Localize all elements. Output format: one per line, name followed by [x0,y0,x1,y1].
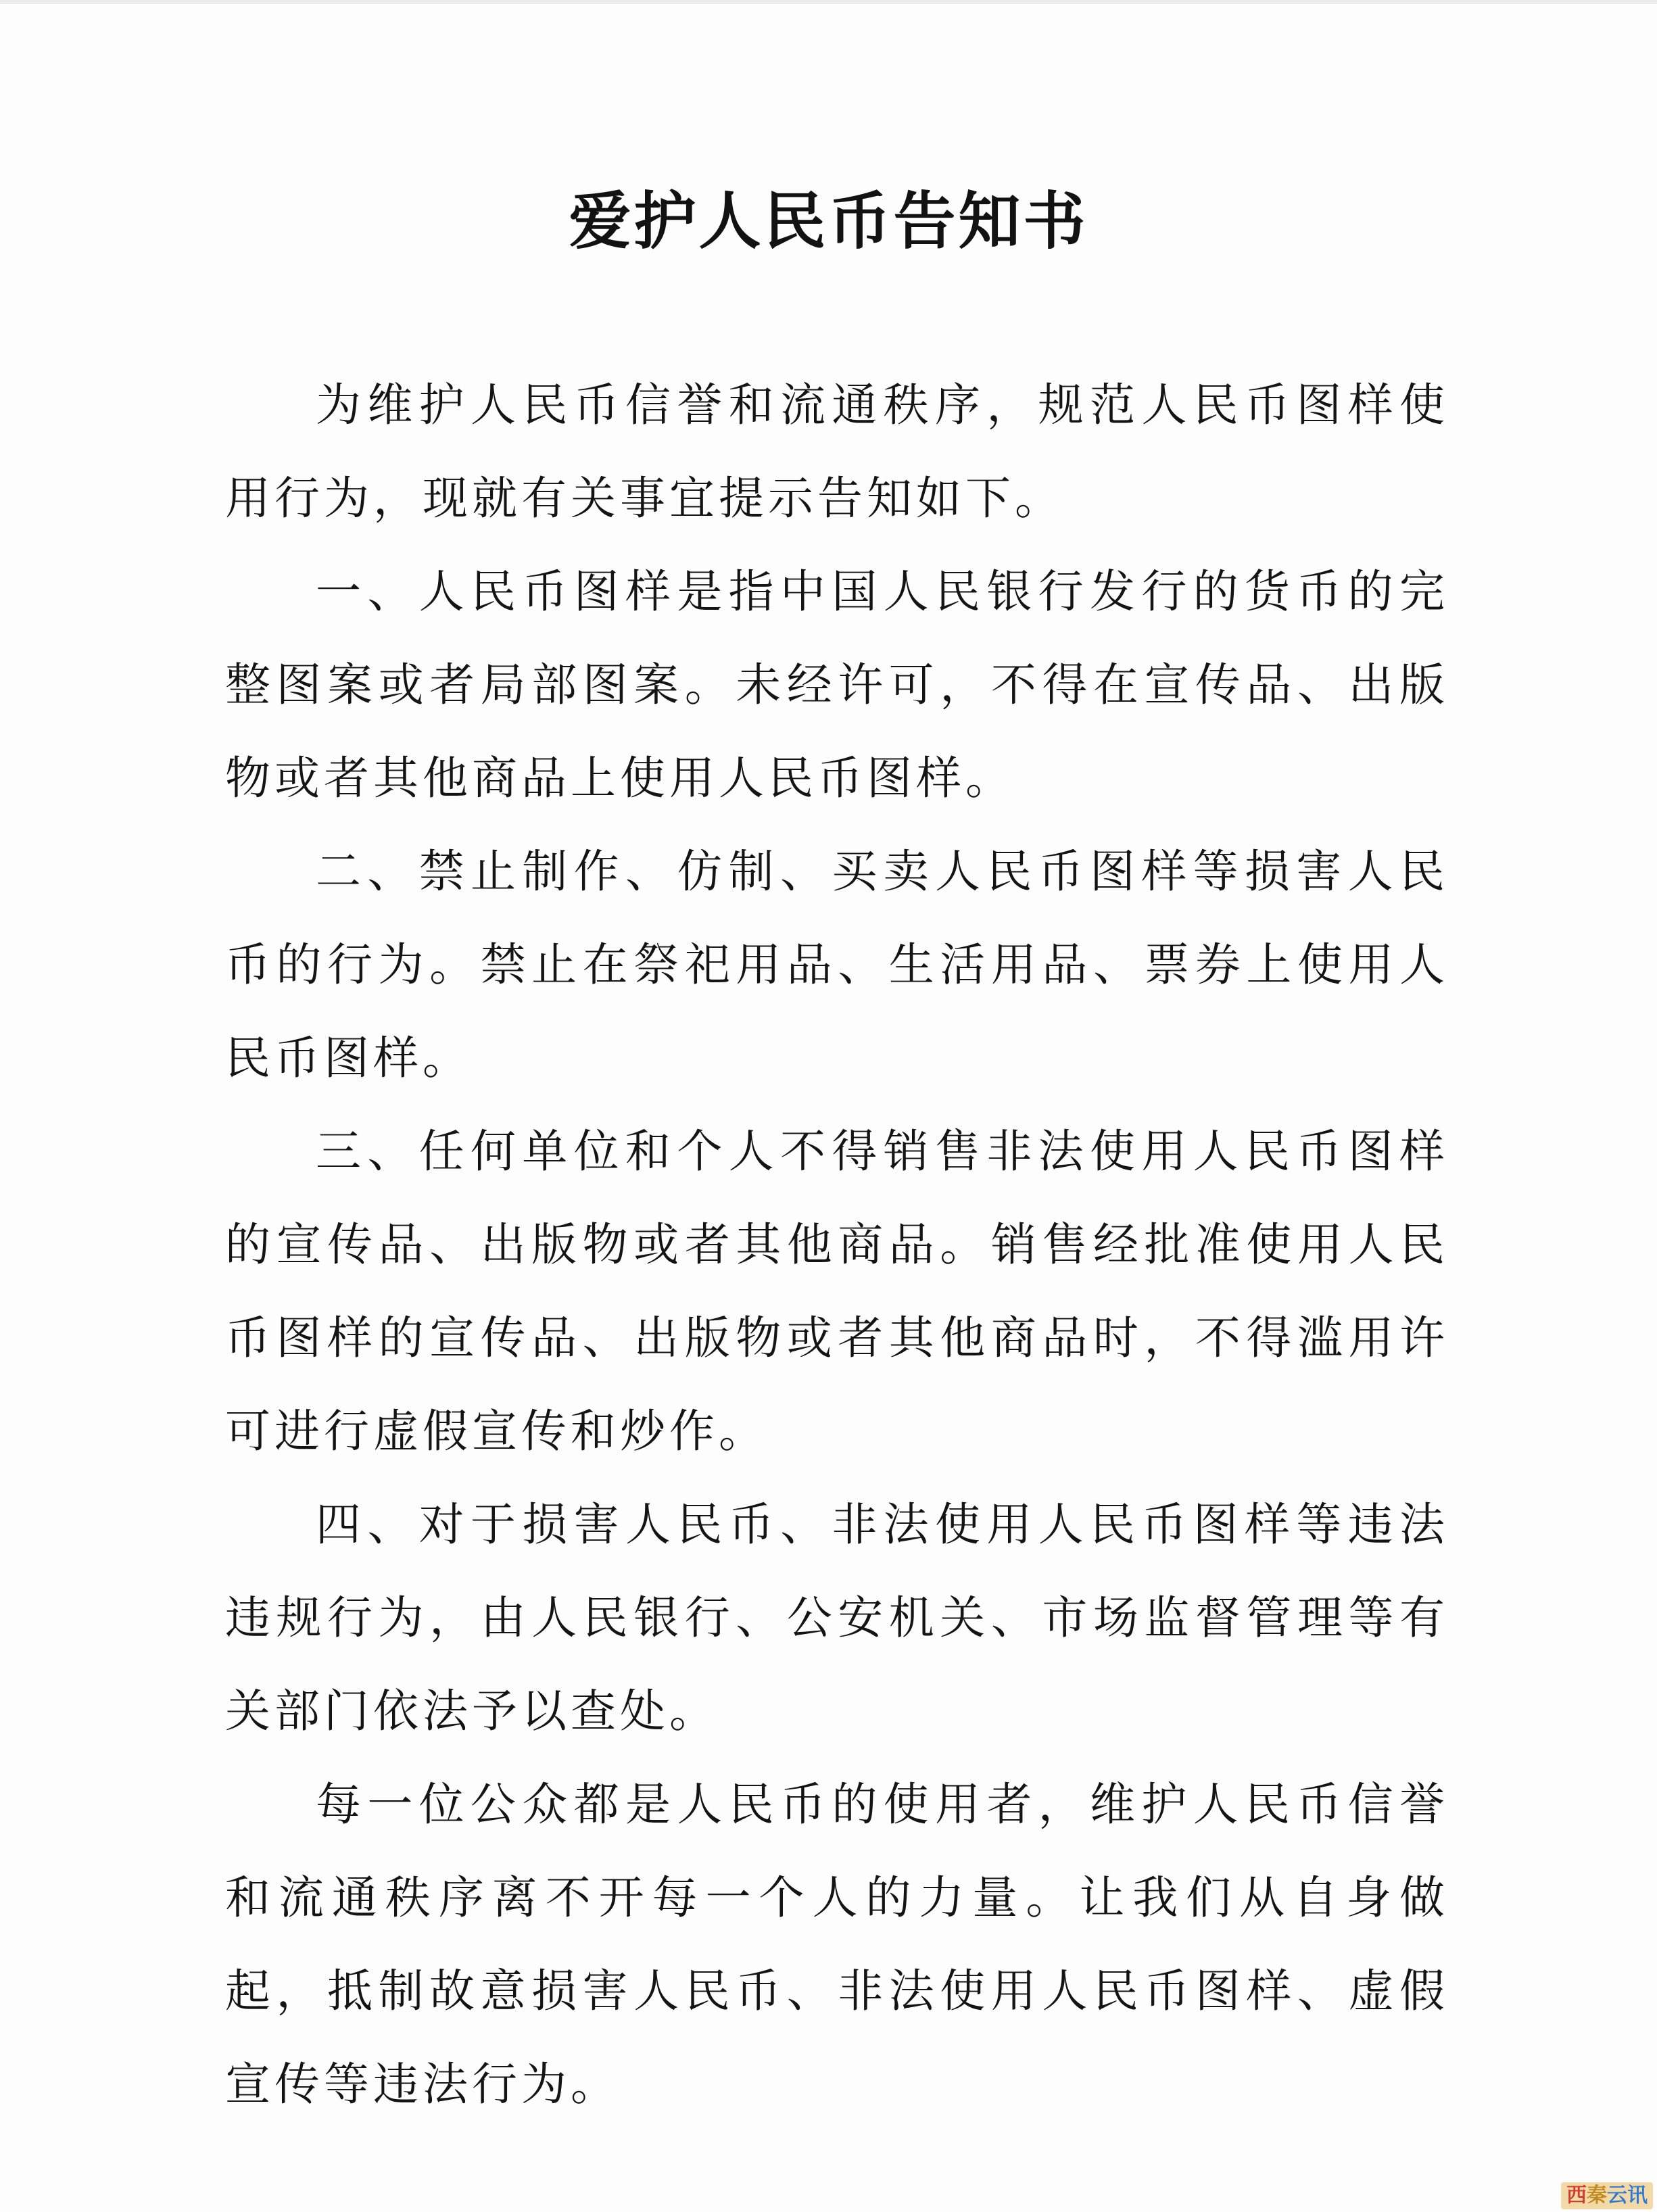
paragraph-item-4: 四、对于损害人民币、非法使用人民币图样等违法违规行为，由人民银行、公安机关、市场监督管理等有关部门依法予以查处。 [225,1498,1449,1737]
paragraph-item-1: 一、人民币图样是指中国人民银行发行的货币的完整图案或者局部图案。未经许可，不得在宣传品、出版物或者其他商品上使用人民币图样。 [225,565,1449,804]
watermark-logo [1561,2182,1653,2209]
watermark-part-3: 云讯 [1607,2184,1648,2207]
scan-edge [0,0,1657,4]
paragraph-item-2: 二、禁止制作、仿制、买卖人民币图样等损害人民币的行为。禁止在祭祀用品、生活用品、票券上使用人民币图样。 [225,845,1449,1084]
watermark-part-1: 西 [1566,2184,1587,2207]
paragraph-intro: 为维护人民币信誉和流通秩序，规范人民币图样使用行为，现就有关事宜提示告知如下。 [225,379,1449,525]
paragraph-closing: 每一位公众都是人民币的使用者，维护人民币信誉和流通秩序离不开每一个人的力量。让我们从自身做起，抵制故意损害人民币、非法使用人民币图样、虚假宣传等违法行为。 [225,1778,1449,2111]
watermark-part-2: 秦 [1587,2184,1607,2207]
document-body [225,358,1449,2131]
page-title: 爱护人民币告知书 [569,185,1088,258]
paragraph-item-3: 三、任何单位和个人不得销售非法使用人民币图样的宣传品、出版物或者其他商品。销售经批准使用人民币图样的宣传品、出版物或者其他商品时，不得滥用许可进行虚假宣传和炒作。 [225,1125,1449,1458]
